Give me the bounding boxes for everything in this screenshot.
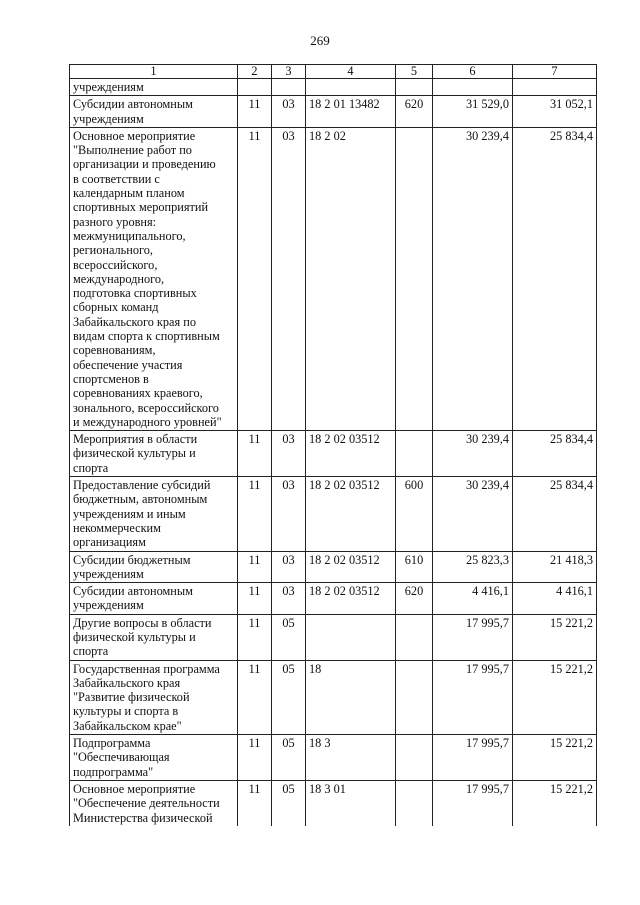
row-amount-2-cell: 15 221,2 bbox=[513, 735, 597, 781]
table-row bbox=[70, 780, 597, 825]
row-target-article-cell: 18 2 02 03512 bbox=[306, 551, 396, 583]
row-amount-2-cell: 15 221,2 bbox=[513, 780, 597, 825]
row-target-article-cell: 18 2 02 bbox=[306, 127, 396, 430]
row-subsection-cell: 05 bbox=[272, 735, 306, 781]
row-subsection-cell: 05 bbox=[272, 614, 306, 660]
page-number: 269 bbox=[310, 33, 330, 48]
row-name-cell: Субсидии бюджетным учреждениям bbox=[70, 551, 238, 583]
row-section-cell: 11 bbox=[238, 431, 272, 477]
row-section-cell: 11 bbox=[238, 551, 272, 583]
row-target-article-cell: 18 3 bbox=[306, 735, 396, 781]
table-row bbox=[70, 660, 597, 734]
row-target-article-cell bbox=[306, 614, 396, 660]
row-subsection-cell: 05 bbox=[272, 780, 306, 825]
table-row bbox=[70, 96, 597, 128]
row-subsection-cell: 05 bbox=[272, 660, 306, 734]
row-expense-type-cell bbox=[396, 614, 433, 660]
row-amount-2-cell: 21 418,3 bbox=[513, 551, 597, 583]
row-amount-1-cell: 30 239,4 bbox=[433, 477, 513, 551]
column-header: 5 bbox=[396, 65, 433, 79]
table-row bbox=[70, 614, 597, 660]
row-target-article-cell: 18 2 02 03512 bbox=[306, 477, 396, 551]
table-row bbox=[70, 79, 597, 96]
row-section-cell: 11 bbox=[238, 96, 272, 128]
row-amount-2-cell: 31 052,1 bbox=[513, 96, 597, 128]
row-name-cell: Субсидии автономным учреждениям bbox=[70, 96, 238, 128]
row-target-article-cell bbox=[306, 79, 396, 96]
row-target-article-cell: 18 bbox=[306, 660, 396, 734]
row-subsection-cell: 03 bbox=[272, 583, 306, 615]
table-row bbox=[70, 477, 597, 551]
column-header: 4 bbox=[306, 65, 396, 79]
row-amount-2-cell bbox=[513, 79, 597, 96]
row-section-cell: 11 bbox=[238, 614, 272, 660]
row-amount-2-cell: 25 834,4 bbox=[513, 477, 597, 551]
row-expense-type-cell bbox=[396, 431, 433, 477]
row-expense-type-cell bbox=[396, 79, 433, 96]
row-name-cell: Основное мероприятие "Обеспечение деятельности Министерства физической bbox=[70, 780, 238, 825]
column-header: 2 bbox=[238, 65, 272, 79]
row-section-cell: 11 bbox=[238, 660, 272, 734]
row-expense-type-cell: 600 bbox=[396, 477, 433, 551]
row-name-cell: Государственная программа Забайкальского края "Развитие физической культуры и спорта в Забайкальском крае" bbox=[70, 660, 238, 734]
budget-table bbox=[69, 64, 597, 826]
row-target-article-cell: 18 2 01 13482 bbox=[306, 96, 396, 128]
table-row bbox=[70, 551, 597, 583]
column-header: 6 bbox=[433, 65, 513, 79]
row-name-cell: Другие вопросы в области физической культуры и спорта bbox=[70, 614, 238, 660]
row-amount-1-cell: 30 239,4 bbox=[433, 127, 513, 430]
row-subsection-cell bbox=[272, 79, 306, 96]
row-expense-type-cell: 610 bbox=[396, 551, 433, 583]
table-row bbox=[70, 735, 597, 781]
row-section-cell: 11 bbox=[238, 780, 272, 825]
row-amount-1-cell: 17 995,7 bbox=[433, 614, 513, 660]
row-expense-type-cell bbox=[396, 735, 433, 781]
row-subsection-cell: 03 bbox=[272, 127, 306, 430]
row-name-cell: учреждениям bbox=[70, 79, 238, 96]
row-expense-type-cell bbox=[396, 780, 433, 825]
row-section-cell: 11 bbox=[238, 127, 272, 430]
row-amount-1-cell: 17 995,7 bbox=[433, 735, 513, 781]
row-amount-1-cell: 4 416,1 bbox=[433, 583, 513, 615]
row-amount-2-cell: 15 221,2 bbox=[513, 660, 597, 734]
header-row bbox=[70, 65, 597, 79]
row-subsection-cell: 03 bbox=[272, 96, 306, 128]
row-section-cell: 11 bbox=[238, 583, 272, 615]
row-subsection-cell: 03 bbox=[272, 431, 306, 477]
table-row bbox=[70, 127, 597, 430]
row-section-cell: 11 bbox=[238, 735, 272, 781]
row-name-cell: Основное мероприятие "Выполнение работ по организации и проведению в соответствии с календарным планом спортивных мероприятий разного уровня: межмуниципального, регионального, всероссийского, международного, подготовка спортивных сборных команд Забайкальского края по видам спорта к спортивным соревнованиям, обеспечение участия спортсменов в соревнованиях краевого, зонального, всероссийского и международного уровней" bbox=[70, 127, 238, 430]
row-expense-type-cell: 620 bbox=[396, 583, 433, 615]
row-name-cell: Предоставление субсидий бюджетным, автономным учреждениям и иным некоммерческим организациям bbox=[70, 477, 238, 551]
row-name-cell: Подпрограмма "Обеспечивающая подпрограмма" bbox=[70, 735, 238, 781]
row-section-cell: 11 bbox=[238, 477, 272, 551]
row-subsection-cell: 03 bbox=[272, 551, 306, 583]
row-target-article-cell: 18 3 01 bbox=[306, 780, 396, 825]
row-amount-2-cell: 25 834,4 bbox=[513, 431, 597, 477]
column-header: 3 bbox=[272, 65, 306, 79]
row-amount-2-cell: 15 221,2 bbox=[513, 614, 597, 660]
row-subsection-cell: 03 bbox=[272, 477, 306, 551]
row-section-cell bbox=[238, 79, 272, 96]
row-name-cell: Субсидии автономным учреждениям bbox=[70, 583, 238, 615]
table-row bbox=[70, 583, 597, 615]
row-amount-1-cell: 30 239,4 bbox=[433, 431, 513, 477]
row-amount-1-cell: 25 823,3 bbox=[433, 551, 513, 583]
row-target-article-cell: 18 2 02 03512 bbox=[306, 583, 396, 615]
column-header: 7 bbox=[513, 65, 597, 79]
row-expense-type-cell bbox=[396, 127, 433, 430]
row-name-cell: Мероприятия в области физической культуры и спорта bbox=[70, 431, 238, 477]
row-amount-2-cell: 25 834,4 bbox=[513, 127, 597, 430]
table-row bbox=[70, 431, 597, 477]
row-target-article-cell: 18 2 02 03512 bbox=[306, 431, 396, 477]
row-expense-type-cell: 620 bbox=[396, 96, 433, 128]
column-header: 1 bbox=[70, 65, 238, 79]
row-amount-1-cell: 17 995,7 bbox=[433, 780, 513, 825]
row-amount-1-cell bbox=[433, 79, 513, 96]
row-amount-2-cell: 4 416,1 bbox=[513, 583, 597, 615]
row-expense-type-cell bbox=[396, 660, 433, 734]
row-amount-1-cell: 17 995,7 bbox=[433, 660, 513, 734]
row-amount-1-cell: 31 529,0 bbox=[433, 96, 513, 128]
